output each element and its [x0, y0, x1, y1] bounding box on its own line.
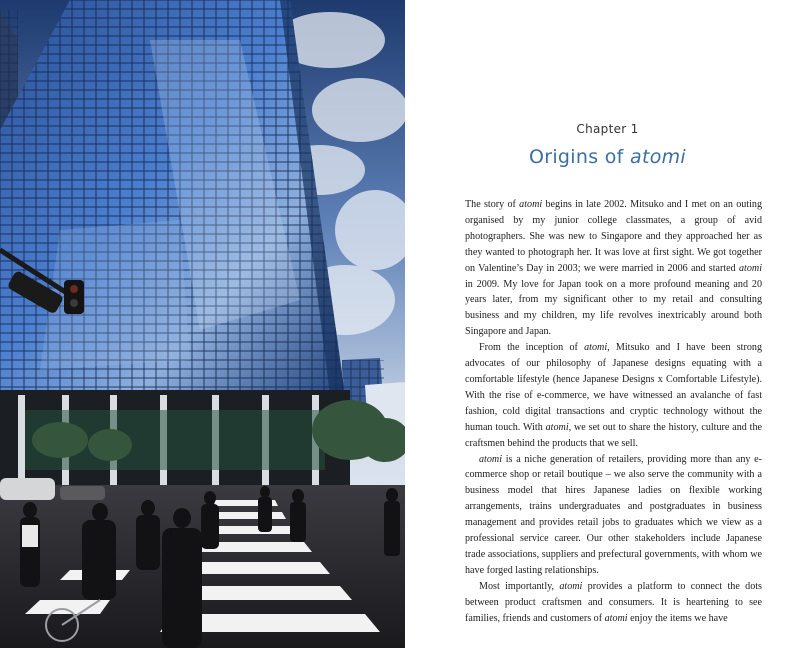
brand-name: atomi [479, 453, 502, 465]
text-run: in 2009. My love for Japan took on a more profound meaning and 20 years later, from my significant other to my retail and consulting business and my children, my life revolves inextricably around both Singapore and Japan. [465, 278, 762, 338]
text-run: is a niche generation of retailers, providing more than any e-commerce shop or retail boutique – we also serve the community with a business model that hires Japanese ladies on flexible working arrangements, trains undergraduates and postgraduates in business management and provides retail jobs to graduates which we view as a professional service career. Our other stakeholders include Japanese trade associations, suppliers and prefectural governments, with whom we have forged lasting relationships. [465, 453, 762, 576]
paragraph [465, 197, 762, 340]
chapter-title-brand: atomi [630, 146, 687, 168]
text-run: Most importantly, [479, 580, 560, 592]
paragraph [465, 579, 762, 627]
brand-name: atomi [739, 262, 762, 274]
brand-name: atomi [545, 421, 569, 433]
text-run: provides a platform to connect the dots between product craftsmen and consumers. It is heartening to see families, friends and customers of [465, 580, 762, 624]
brand-name: atomi [604, 612, 628, 624]
brand-name: atomi [519, 199, 543, 210]
chapter-label: Chapter 1 [576, 122, 639, 136]
text-page [405, 0, 810, 648]
text-run: enjoy the items we have [627, 612, 728, 624]
chapter-title-prefix: Origins of [528, 146, 624, 168]
chapter-body [465, 197, 762, 626]
paragraph [465, 340, 762, 451]
chapter-title [405, 146, 810, 168]
text-run: , we set out to share the history, culture and the craftsmen behind the products that we sell. [465, 421, 763, 449]
text-run: begins in late 2002. Mitsuko and I met on an outing organised by my junior college classmates, a group of avid photographers. She was new to Singapore and they approached her as they wanted to photograph her. It was love at first sight. We got together on Valentine’s Day in 2003; we were married in 2006 and started [465, 199, 763, 274]
text-run: , Mitsuko and I have been strong advocates of our philosophy of Japanese designs equating with a comfortable lifestyle (hence Japanese Designs x Comfortable Lifestyle). With the rise of e-commerce, we have witnessed an avalanche of fast fashion, cold digital transactions and cryptic technology without the human touch. With [465, 342, 762, 433]
text-run: The story of [465, 199, 520, 210]
paragraph [465, 452, 762, 579]
brand-name: atomi [559, 580, 583, 592]
brand-name: atomi [584, 342, 608, 354]
text-run: From the inception of [479, 342, 585, 354]
